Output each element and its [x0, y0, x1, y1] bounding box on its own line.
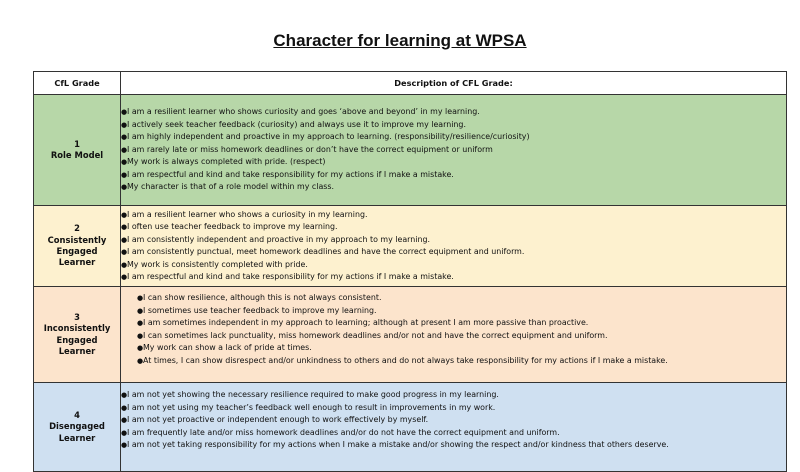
table-header-row [34, 72, 787, 95]
list-item: ●At times, I can show disrespect and/or unkindness to others and do not always take responsibility for my actions if I make a mistake. [137, 355, 786, 368]
grade-number: 1 [74, 138, 80, 149]
grade-cell [34, 383, 121, 472]
description-list [121, 209, 786, 284]
list-item: ●I actively seek teacher feedback (curiosity) and always use it to improve my learning. [121, 119, 786, 132]
list-item: ●I am not yet proactive or independent enough to work effectively by myself. [121, 414, 786, 427]
bullet-icon: ● [121, 416, 128, 424]
list-item: ●I can sometimes lack punctuality, miss homework deadlines and/or not and have the correct equipment and uniform. [137, 330, 786, 343]
grade-name: Learner [58, 345, 96, 356]
grade-number: 2 [74, 223, 80, 234]
bullet-icon: ● [121, 210, 128, 219]
list-item: ●I can show resilience, although this is not always consistent. [137, 292, 786, 305]
description-cell [121, 206, 787, 287]
list-item: ●My work is always completed with pride. (respect) [121, 156, 786, 169]
bullet-icon: ● [121, 158, 128, 167]
description-cell [121, 95, 787, 206]
grade-name: Engaged [56, 246, 98, 256]
description-list [137, 292, 786, 367]
list-item: ●I am rarely late or miss homework deadlines or don’t have the correct equipment or uniform [121, 144, 786, 157]
list-item: ●I am consistently punctual, meet homework deadlines and have the correct equipment and uniform. [121, 246, 786, 259]
bullet-icon: ● [137, 319, 144, 327]
grade-cell [34, 95, 121, 206]
grade-name: Role Model [50, 150, 104, 160]
bullet-icon: ● [121, 133, 128, 142]
bullet-icon: ● [121, 145, 128, 154]
list-item: ●I am frequently late and/or miss homework deadlines and/or do not have the correct equipment and uniform. [121, 427, 786, 440]
bullet-icon: ● [121, 108, 128, 117]
list-item: ●I sometimes use teacher feedback to improve my learning. [137, 305, 786, 318]
bullet-icon: ● [121, 273, 128, 281]
table-row-grade-2 [34, 206, 787, 287]
bullet-icon: ● [137, 356, 144, 365]
list-item: ●I am a resilient learner who shows a curiosity in my learning. [121, 209, 786, 222]
list-item: ●I often use teacher feedback to improve my learning. [121, 221, 786, 234]
bullet-icon: ● [121, 403, 128, 412]
bullet-icon: ● [121, 120, 128, 129]
header-description: Description of CFL Grade: [121, 72, 787, 95]
list-item: ●I am respectful and kind and take responsibility for my actions if I make a mistake. [121, 169, 786, 182]
bullet-icon: ● [121, 223, 128, 231]
list-item: ●I am respectful and kind and take responsibility for my actions if I make a mistake. [121, 271, 786, 284]
table-row-grade-4 [34, 383, 787, 472]
grade-cell [34, 206, 121, 287]
list-item: ●My work is consistently completed with pride. [121, 259, 786, 272]
bullet-icon: ● [121, 248, 128, 256]
bullet-icon: ● [121, 170, 128, 179]
bullet-icon: ● [121, 441, 128, 449]
grade-name: Disengaged [49, 421, 105, 432]
list-item: ●I am a resilient learner who shows curiosity and goes ‘above and beyond’ in my learning. [121, 106, 786, 119]
table-row-grade-1 [34, 95, 787, 206]
grade-name: Consistently [47, 234, 107, 245]
grade-name: Engaged [56, 334, 98, 345]
grade-name: Learner [58, 432, 96, 443]
grade-name: Inconsistently [43, 323, 111, 334]
description-cell [121, 383, 787, 472]
description-cell [121, 287, 787, 383]
list-item: ●My character is that of a role model within my class. [121, 181, 786, 194]
list-item: ●I am sometimes independent in my approach to learning; although at present I am more passive than proactive. [137, 317, 786, 330]
bullet-icon: ● [121, 260, 128, 269]
bullet-icon: ● [121, 428, 128, 437]
bullet-icon: ● [137, 331, 144, 340]
list-item: ●I am not yet taking responsibility for my actions when I make a mistake and/or showing the respect and/or kindness that others deserve. [121, 439, 786, 452]
header-cfl-grade: CfL Grade [34, 72, 121, 95]
grade-cell [34, 287, 121, 383]
list-item: ●I am highly independent and proactive in my approach to learning. (responsibility/resilience/curiosity) [121, 131, 786, 144]
bullet-icon: ● [137, 344, 144, 352]
list-item: ●My work can show a lack of pride at times. [137, 342, 786, 355]
grade-number: 4 [74, 409, 80, 420]
grade-name: Learner [58, 257, 96, 268]
list-item: ●I am consistently independent and proactive in my approach to my learning. [121, 234, 786, 247]
bullet-icon: ● [121, 235, 128, 244]
document-title: Character for learning at WPSA [273, 31, 527, 50]
list-item: ●I am not yet using my teacher’s feedback well enough to result in improvements in my work. [121, 402, 786, 415]
list-item: ●I am not yet showing the necessary resilience required to make good progress in my learning. [121, 389, 786, 402]
description-list [121, 106, 786, 194]
bullet-icon: ● [137, 306, 144, 315]
table-row-grade-3 [34, 287, 787, 383]
bullet-icon: ● [137, 294, 144, 302]
bullet-icon: ● [121, 183, 128, 192]
grade-number: 3 [74, 311, 80, 322]
cfl-grade-table [33, 71, 787, 472]
bullet-icon: ● [121, 391, 128, 399]
description-list [121, 389, 786, 452]
